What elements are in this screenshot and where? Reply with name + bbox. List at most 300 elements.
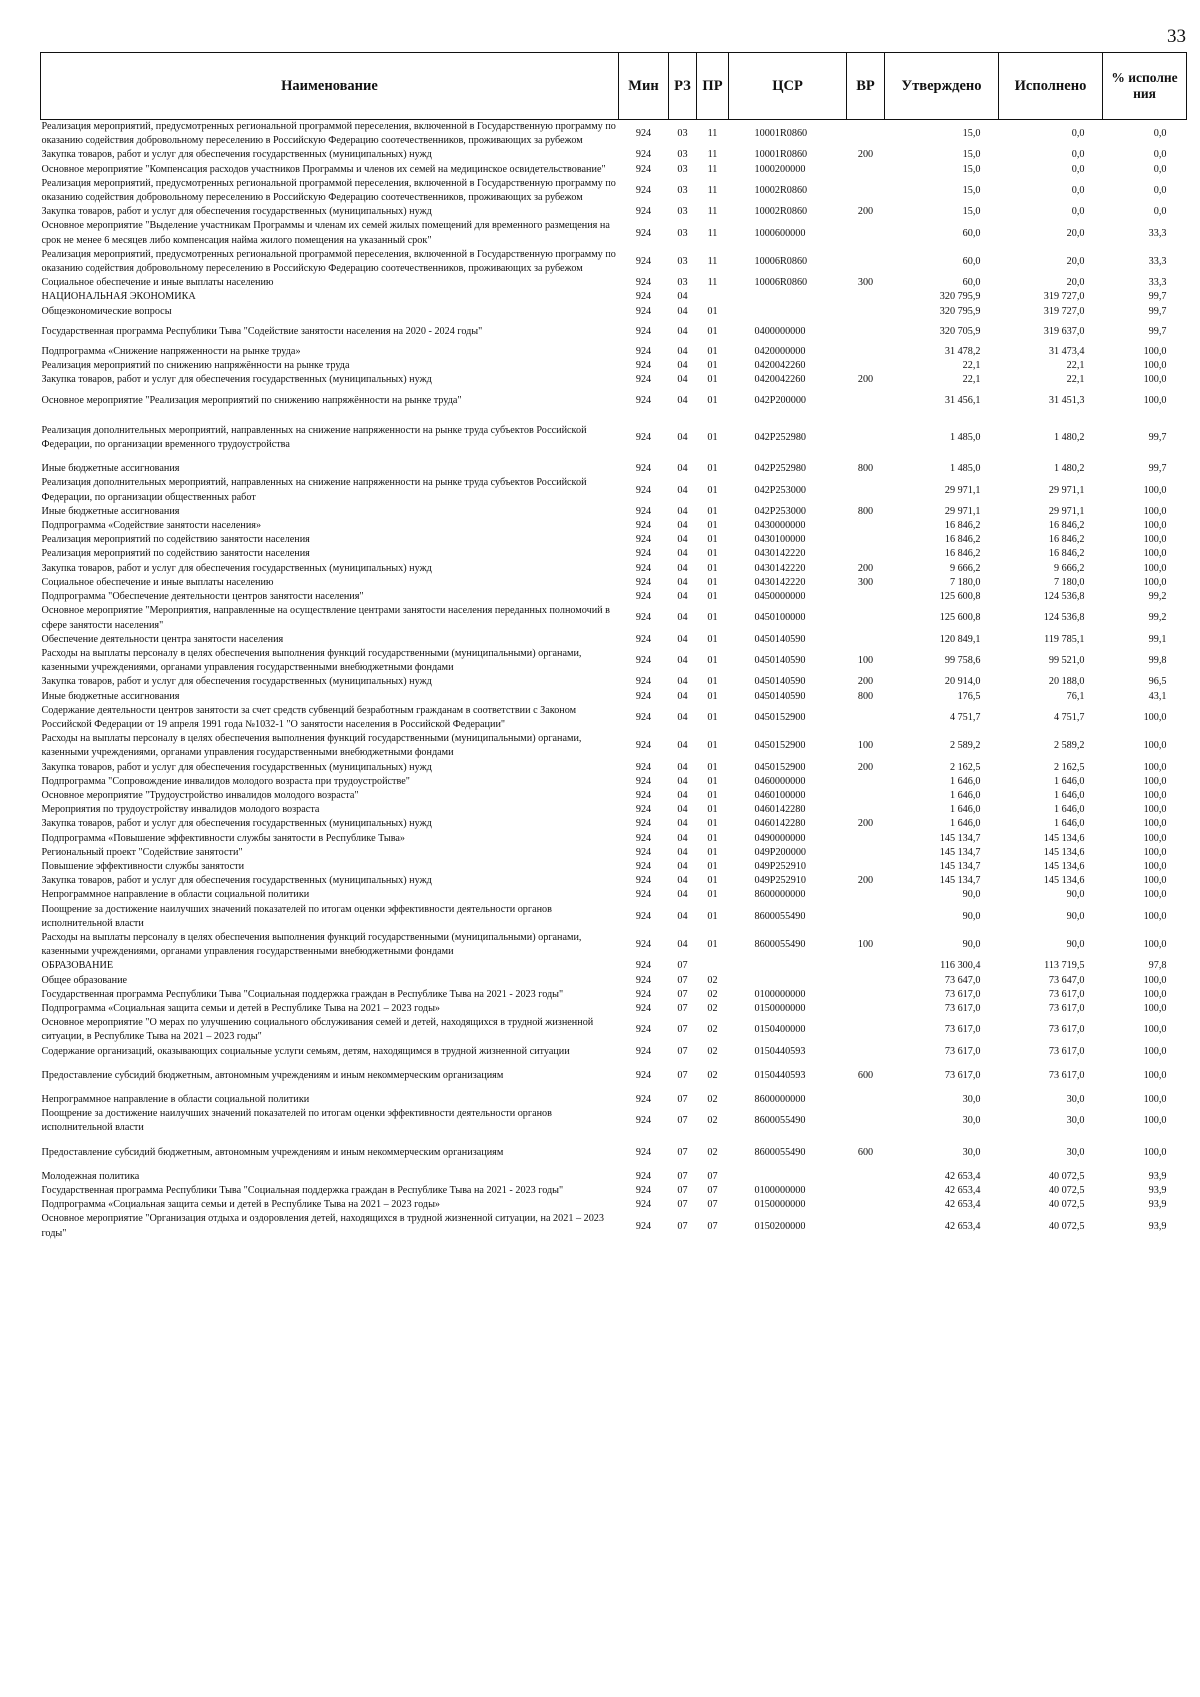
- cell-min: 924: [635, 484, 652, 496]
- header-executed: Исполнено: [999, 53, 1103, 120]
- cell-rz: 03: [677, 163, 688, 175]
- cell-pr: 01: [707, 360, 718, 372]
- cell-executed: 145 134,6: [1043, 832, 1085, 844]
- cell-name: Иные бюджетные ассигнования: [41, 690, 180, 702]
- cell-min: 924: [635, 149, 652, 161]
- cell-approved: 15,0: [962, 184, 981, 196]
- cell-csr: 0460100000: [754, 789, 806, 801]
- header-rz: РЗ: [669, 53, 697, 120]
- cell-approved: 99 758,6: [944, 655, 981, 666]
- cell-pr: 01: [707, 740, 718, 752]
- cell-rz: 04: [677, 612, 688, 624]
- table-row: [41, 1002, 1187, 1016]
- cell-name: Поощрение за достижение наилучших значений показателей по итогам оценки эффективности деятельности органов исполнительной власти: [41, 1108, 552, 1134]
- cell-executed: 16 846,2: [1048, 520, 1085, 532]
- cell-name: Подпрограмма «Снижение напряженности на рынке труда»: [41, 346, 301, 358]
- cell-name: Молодежная политика: [41, 1170, 140, 1182]
- cell-pr: 01: [707, 910, 718, 922]
- cell-approved: 120 849,1: [939, 633, 981, 645]
- cell-name: Общее образование: [41, 974, 128, 986]
- cell-min: 924: [635, 1024, 652, 1036]
- cell-rz: 04: [677, 633, 688, 645]
- cell-percent: 99,7: [1148, 463, 1167, 475]
- cell-executed: 119 785,1: [1044, 633, 1085, 645]
- cell-min: 924: [635, 1199, 652, 1211]
- cell-csr: 8600055490: [754, 939, 806, 951]
- cell-vr: 200: [857, 149, 874, 161]
- cell-vr: [847, 974, 885, 988]
- cell-executed: 1 646,0: [1053, 818, 1085, 830]
- cell-percent: 100,0: [1143, 775, 1167, 787]
- cell-vr: 100: [857, 655, 874, 666]
- cell-name: Реализация мероприятий по снижению напряжённости на рынке труда: [41, 360, 350, 372]
- cell-vr: 800: [857, 463, 874, 475]
- cell-min: 924: [635, 974, 652, 986]
- cell-pr: 07: [707, 1199, 718, 1211]
- cell-csr: 0150000000: [754, 1199, 806, 1211]
- cell-percent: 100,0: [1143, 374, 1167, 386]
- cell-min: 924: [635, 360, 652, 372]
- table-row: [41, 248, 1187, 276]
- cell-approved: 145 134,7: [939, 846, 981, 858]
- cell-percent: 0,0: [1153, 149, 1167, 161]
- cell-percent: 100,0: [1143, 974, 1167, 986]
- cell-csr: 049P200000: [754, 846, 807, 858]
- cell-percent: 93,9: [1148, 1185, 1167, 1197]
- cell-name: Реализация мероприятий по содействию занятости населения: [41, 548, 310, 560]
- cell-rz: 07: [677, 1199, 688, 1211]
- cell-csr: 0420042260: [754, 374, 806, 386]
- cell-percent: 100,0: [1143, 939, 1167, 951]
- cell-name: Непрограммное направление в области социальной политики: [41, 889, 310, 901]
- cell-rz: 03: [677, 128, 688, 140]
- cell-csr: 042P253000: [754, 484, 807, 496]
- cell-percent: 100,0: [1143, 394, 1167, 406]
- cell-name: Государственная программа Республики Тыва "Социальная поддержка граждан в Республике Тыва на 2021 - 2023 годы": [41, 1185, 564, 1197]
- cell-rz: 04: [677, 711, 688, 723]
- cell-rz: 04: [677, 804, 688, 816]
- cell-percent: 100,0: [1143, 988, 1167, 1000]
- cell-executed: 0,0: [1071, 149, 1085, 161]
- table-row: [41, 1045, 1187, 1059]
- cell-vr: [847, 604, 885, 632]
- cell-vr: [847, 590, 885, 604]
- cell-executed: 73 617,0: [1048, 1002, 1085, 1014]
- cell-executed: 20,0: [1066, 277, 1085, 289]
- cell-min: 924: [635, 910, 652, 922]
- cell-csr: 0460142280: [754, 818, 806, 830]
- cell-min: 924: [635, 789, 652, 801]
- cell-approved: 1 646,0: [949, 804, 981, 816]
- cell-name: Закупка товаров, работ и услуг для обеспечения государственных (муниципальных) нужд: [41, 149, 432, 161]
- cell-min: 924: [635, 676, 652, 688]
- cell-name: Реализация мероприятий, предусмотренных региональной программой переселения, включенной в Государственную программу по оказанию содействия добровольному переселению в Российскую Федерацию соотечественников, проживающих за рубежом: [41, 177, 616, 204]
- cell-pr: 02: [707, 1045, 718, 1057]
- cell-csr: 8600055490: [754, 1146, 806, 1158]
- cell-executed: 22,1: [1066, 360, 1085, 372]
- cell-vr: [847, 120, 885, 149]
- cell-percent: 33,3: [1148, 227, 1167, 239]
- cell-csr: 042P252980: [754, 431, 807, 443]
- cell-vr: [847, 1002, 885, 1016]
- table-row: [41, 860, 1187, 874]
- table-row: [41, 789, 1187, 803]
- cell-csr: 10002R0860: [754, 184, 808, 196]
- cell-min: 924: [635, 184, 652, 196]
- cell-executed: 319 637,0: [1043, 325, 1085, 337]
- cell-min: 924: [635, 1146, 652, 1158]
- cell-name: Закупка товаров, работ и услуг для обеспечения государственных (муниципальных) нужд: [41, 374, 432, 386]
- cell-csr: 0450152900: [754, 711, 806, 723]
- budget-execution-table: [40, 52, 1187, 1241]
- cell-rz: 07: [677, 1185, 688, 1197]
- cell-pr: 11: [707, 206, 718, 218]
- cell-executed: 29 971,1: [1048, 505, 1085, 517]
- cell-name: Основное мероприятие "О мерах по улучшению социального обслуживания семей и детей, находящихся в трудной жизненной ситуации, в Республике Тыва на 2021 – 2023 годы": [41, 1017, 594, 1043]
- cell-percent: 100,0: [1143, 889, 1167, 901]
- table-row: [41, 974, 1187, 988]
- cell-percent: 100,0: [1143, 1146, 1167, 1158]
- cell-vr: [847, 163, 885, 177]
- cell-percent: 100,0: [1143, 1094, 1167, 1105]
- cell-csr: 0430100000: [754, 534, 806, 546]
- cell-pr: 11: [707, 255, 718, 267]
- cell-pr: 11: [707, 128, 718, 140]
- cell-min: 924: [635, 591, 652, 603]
- cell-pr: 01: [707, 431, 718, 443]
- cell-min: 924: [635, 1094, 652, 1105]
- cell-pr: 01: [707, 612, 718, 624]
- cell-min: 924: [635, 761, 652, 773]
- cell-rz: 04: [677, 431, 688, 443]
- table-row: [41, 1107, 1187, 1135]
- cell-csr: 10002R0860: [754, 206, 808, 218]
- cell-name: Реализация дополнительных мероприятий, направленных на снижение напряженности на рынке труда субъектов Российской Федерации, по организации общественных работ: [41, 477, 587, 503]
- cell-name: Основное мероприятие "Трудоустройство инвалидов молодого возраста": [41, 789, 359, 801]
- cell-min: 924: [635, 1002, 652, 1014]
- cell-csr: 10001R0860: [754, 128, 808, 140]
- cell-pr: 07: [707, 1170, 718, 1182]
- cell-rz: 04: [677, 832, 688, 844]
- cell-vr: [847, 1016, 885, 1044]
- cell-approved: 116 300,4: [940, 960, 981, 972]
- table-row: [41, 590, 1187, 604]
- cell-min: 924: [635, 534, 652, 546]
- cell-rz: 04: [677, 740, 688, 752]
- cell-pr: 01: [707, 860, 718, 872]
- cell-name: Основное мероприятие "Реализация мероприятий по снижению напряжённости на рынке труда": [41, 394, 462, 406]
- cell-rz: 04: [677, 591, 688, 603]
- cell-percent: 100,0: [1143, 875, 1167, 887]
- cell-pr: 01: [707, 346, 718, 358]
- cell-rz: 04: [677, 939, 688, 951]
- table-row: [41, 319, 1187, 345]
- cell-pr: 01: [707, 804, 718, 816]
- cell-vr: [847, 388, 885, 414]
- header-pr: ПР: [697, 53, 729, 120]
- cell-percent: 100,0: [1143, 818, 1167, 830]
- cell-name: Закупка товаров, работ и услуг для обеспечения государственных (муниципальных) нужд: [41, 562, 432, 574]
- cell-min: 924: [635, 505, 652, 517]
- cell-pr: 11: [707, 149, 718, 161]
- cell-rz: 03: [677, 277, 688, 289]
- cell-approved: 320 795,9: [939, 305, 981, 317]
- cell-name: Закупка товаров, работ и услуг для обеспечения государственных (муниципальных) нужд: [41, 676, 432, 688]
- cell-executed: 16 846,2: [1048, 534, 1085, 546]
- cell-executed: 30,0: [1066, 1146, 1085, 1158]
- cell-pr: 11: [707, 184, 718, 196]
- cell-pr: 11: [707, 227, 718, 239]
- cell-vr: 200: [857, 676, 874, 688]
- cell-executed: 16 846,2: [1048, 548, 1085, 560]
- cell-percent: 100,0: [1143, 1024, 1167, 1036]
- cell-executed: 40 072,5: [1048, 1199, 1085, 1211]
- cell-min: 924: [635, 325, 652, 337]
- cell-rz: 07: [677, 1220, 688, 1232]
- cell-executed: 124 536,8: [1043, 612, 1085, 624]
- cell-percent: 43,1: [1148, 690, 1167, 702]
- cell-percent: 100,0: [1143, 761, 1167, 773]
- cell-name: Реализация мероприятий, предусмотренных региональной программой переселения, включенной в Государственную программу по оказанию содействия добровольному переселению в Российскую Федерацию соотечественников, проживающих за рубежом: [41, 248, 616, 275]
- cell-name: Повышение эффективности службы занятости: [41, 860, 245, 872]
- cell-csr: 0450140590: [754, 633, 806, 645]
- table-row: [41, 205, 1187, 219]
- table-row: [41, 1059, 1187, 1093]
- cell-min: 924: [635, 1170, 652, 1182]
- cell-name: Иные бюджетные ассигнования: [41, 463, 180, 475]
- cell-approved: 145 134,7: [939, 875, 981, 887]
- cell-executed: 73 647,0: [1048, 974, 1085, 986]
- cell-rz: 07: [677, 960, 688, 972]
- cell-vr: [847, 248, 885, 276]
- cell-rz: 04: [677, 761, 688, 773]
- cell-vr: [847, 476, 885, 504]
- header-percent: % исполне ния: [1103, 53, 1187, 120]
- cell-approved: 320 705,9: [939, 325, 981, 337]
- cell-executed: 73 617,0: [1048, 988, 1085, 1000]
- cell-pr: 01: [707, 325, 718, 337]
- cell-executed: 0,0: [1071, 128, 1085, 140]
- cell-rz: 03: [677, 255, 688, 267]
- cell-csr: 042P252980: [754, 463, 807, 475]
- cell-percent: 100,0: [1143, 860, 1167, 872]
- cell-min: 924: [635, 1220, 652, 1232]
- cell-csr: [729, 974, 847, 988]
- cell-pr: 01: [707, 374, 718, 386]
- cell-vr: [847, 345, 885, 359]
- cell-min: 924: [635, 960, 652, 972]
- cell-csr: 0450100000: [754, 612, 806, 624]
- cell-percent: 100,0: [1143, 789, 1167, 801]
- cell-rz: 04: [677, 394, 688, 406]
- cell-pr: 02: [707, 988, 718, 1000]
- table-row: [41, 761, 1187, 775]
- cell-approved: 2 162,5: [949, 761, 981, 773]
- cell-executed: 145 134,6: [1043, 846, 1085, 858]
- cell-rz: 07: [677, 988, 688, 1000]
- cell-approved: 22,1: [962, 360, 981, 372]
- cell-vr: 300: [857, 277, 874, 289]
- cell-vr: [847, 290, 885, 304]
- cell-executed: 73 617,0: [1048, 1069, 1085, 1081]
- cell-rz: 04: [677, 860, 688, 872]
- cell-percent: 100,0: [1143, 534, 1167, 546]
- cell-name: Содержание организаций, оказывающих социальные услуги семьям, детям, находящимся в трудной жизненной ситуации: [41, 1045, 570, 1057]
- cell-name: Подпрограмма «Социальная защита семьи и детей в Республике Тыва на 2021 – 2023 годы»: [41, 1002, 441, 1014]
- cell-name: Региональный проект "Содействие занятости": [41, 846, 243, 858]
- cell-min: 924: [635, 633, 652, 645]
- cell-percent: 99,7: [1148, 291, 1167, 303]
- cell-approved: 29 971,1: [944, 484, 981, 496]
- table-row: [41, 1212, 1187, 1240]
- cell-approved: 1 485,0: [949, 463, 981, 475]
- cell-percent: 93,9: [1148, 1220, 1167, 1232]
- cell-csr: 1000200000: [754, 163, 806, 175]
- cell-executed: 40 072,5: [1048, 1170, 1085, 1182]
- cell-executed: 7 180,0: [1053, 576, 1085, 588]
- cell-executed: 2 162,5: [1053, 761, 1085, 773]
- table-row: [41, 519, 1187, 533]
- cell-percent: 0,0: [1153, 206, 1167, 218]
- cell-vr: [847, 633, 885, 647]
- table-row: [41, 959, 1187, 973]
- cell-vr: 600: [857, 1146, 874, 1158]
- cell-executed: 90,0: [1066, 939, 1085, 951]
- cell-percent: 100,0: [1143, 1069, 1167, 1081]
- cell-name: Подпрограмма «Содействие занятости населения»: [41, 520, 262, 532]
- cell-pr: 01: [707, 394, 718, 406]
- cell-executed: 40 072,5: [1048, 1220, 1085, 1232]
- table-row: [41, 345, 1187, 359]
- cell-executed: 124 536,8: [1043, 591, 1085, 603]
- cell-pr: 02: [707, 974, 718, 986]
- cell-executed: 145 134,6: [1043, 860, 1085, 872]
- cell-executed: 1 480,2: [1053, 463, 1085, 475]
- cell-name: Закупка товаров, работ и услуг для обеспечения государственных (муниципальных) нужд: [41, 761, 432, 773]
- cell-vr: [847, 319, 885, 345]
- cell-executed: 30,0: [1066, 1115, 1085, 1127]
- cell-csr: 0450140590: [754, 676, 806, 688]
- cell-name: Общеэкономические вопросы: [41, 305, 172, 317]
- cell-percent: 100,0: [1143, 1045, 1167, 1057]
- cell-pr: 01: [707, 775, 718, 787]
- cell-vr: [847, 1212, 885, 1240]
- cell-executed: 113 719,5: [1044, 960, 1085, 972]
- table-row: [41, 305, 1187, 319]
- cell-pr: 01: [707, 690, 718, 702]
- cell-rz: 04: [677, 846, 688, 858]
- cell-min: 924: [635, 804, 652, 816]
- cell-percent: 93,9: [1148, 1170, 1167, 1182]
- cell-vr: 600: [857, 1069, 874, 1081]
- cell-pr: 01: [707, 846, 718, 858]
- table-row: [41, 562, 1187, 576]
- cell-min: 924: [635, 576, 652, 588]
- cell-name: Социальное обеспечение и иные выплаты населению: [41, 277, 274, 289]
- cell-pr: 01: [707, 818, 718, 830]
- cell-rz: 04: [677, 548, 688, 560]
- cell-approved: 15,0: [962, 163, 981, 175]
- cell-percent: 100,0: [1143, 1115, 1167, 1127]
- cell-approved: 1 646,0: [949, 789, 981, 801]
- cell-min: 924: [635, 277, 652, 289]
- table-row: [41, 1016, 1187, 1044]
- cell-name: Расходы на выплаты персоналу в целях обеспечения выполнения функций государственными (муниципальными) органами, казенными учреждениями, органами управления государственными внебюджетными фондами: [41, 733, 582, 759]
- cell-rz: 03: [677, 184, 688, 196]
- cell-percent: 100,0: [1143, 548, 1167, 560]
- cell-rz: 07: [677, 1094, 688, 1105]
- cell-pr: 01: [707, 655, 718, 666]
- cell-approved: 2 589,2: [949, 740, 981, 752]
- cell-vr: [847, 1184, 885, 1198]
- cell-pr: 01: [707, 875, 718, 887]
- cell-executed: 99 521,0: [1048, 655, 1085, 666]
- cell-approved: 145 134,7: [939, 860, 981, 872]
- cell-approved: 42 653,4: [944, 1220, 981, 1232]
- cell-vr: [847, 1093, 885, 1107]
- table-row: [41, 177, 1187, 205]
- cell-percent: 100,0: [1143, 804, 1167, 816]
- table-row: [41, 1198, 1187, 1212]
- cell-csr: 0430142220: [754, 576, 806, 588]
- cell-rz: 04: [677, 374, 688, 386]
- cell-executed: 76,1: [1066, 690, 1085, 702]
- cell-rz: 07: [677, 1024, 688, 1036]
- table-row: [41, 359, 1187, 373]
- table-row: [41, 903, 1187, 931]
- cell-min: 924: [635, 818, 652, 830]
- cell-percent: 100,0: [1143, 832, 1167, 844]
- table-row: [41, 533, 1187, 547]
- cell-executed: 1 646,0: [1053, 775, 1085, 787]
- cell-name: Содержание деятельности центров занятости за счет средств субвенций безработным гражданам в соответствии с Законом Российской Федерации от 19 апреля 1991 года №1032-1 "О занятости населения в Российской Федерации": [41, 704, 577, 730]
- cell-pr: 01: [707, 463, 718, 475]
- cell-min: 924: [635, 394, 652, 406]
- cell-rz: 04: [677, 291, 688, 303]
- cell-executed: 22,1: [1066, 374, 1085, 386]
- cell-vr: 200: [857, 374, 874, 386]
- cell-csr: 042P253000: [754, 505, 807, 517]
- cell-vr: [847, 704, 885, 732]
- cell-csr: 049P252910: [754, 860, 807, 872]
- cell-min: 924: [635, 255, 652, 267]
- cell-rz: 04: [677, 818, 688, 830]
- table-row: [41, 1184, 1187, 1198]
- cell-rz: 07: [677, 1146, 688, 1158]
- cell-name: Обеспечение деятельности центра занятости населения: [41, 633, 284, 645]
- cell-approved: 42 653,4: [944, 1199, 981, 1211]
- cell-csr: 0460000000: [754, 775, 806, 787]
- cell-vr: [847, 1198, 885, 1212]
- cell-name: ОБРАЗОВАНИЕ: [41, 960, 114, 972]
- cell-rz: 04: [677, 305, 688, 317]
- cell-rz: 04: [677, 346, 688, 358]
- cell-vr: [847, 359, 885, 373]
- cell-vr: 100: [857, 939, 874, 951]
- cell-min: 924: [635, 860, 652, 872]
- table-row: [41, 476, 1187, 504]
- cell-vr: [847, 803, 885, 817]
- cell-vr: [847, 414, 885, 462]
- cell-vr: [847, 832, 885, 846]
- cell-pr: 02: [707, 1146, 718, 1158]
- cell-executed: 90,0: [1066, 910, 1085, 922]
- cell-approved: 15,0: [962, 206, 981, 218]
- cell-approved: 125 600,8: [939, 591, 981, 603]
- cell-pr: 01: [707, 633, 718, 645]
- cell-approved: 4 751,7: [949, 711, 981, 723]
- cell-csr: 0100000000: [754, 1185, 806, 1197]
